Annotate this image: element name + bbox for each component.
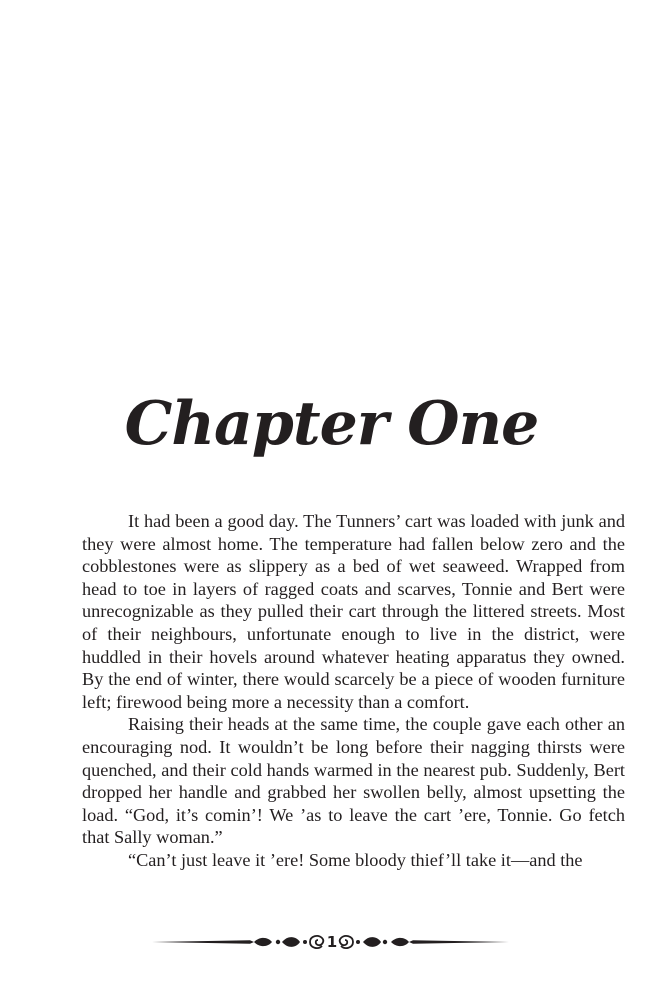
chapter-title: Chapter One <box>124 389 539 459</box>
body-text <box>82 510 625 872</box>
paragraph: Raising their heads at the same time, the couple gave each other an encouraging nod. It wouldn’t be long before their nagging thirsts were quenched, and their cold hands warmed in the nearest pub. Suddenly, Bert dropped her handle and grabbed her swollen belly, almost upsetting the load. “God, it’s comin’! We ’as to leave the cart ’ere, Tonnie. Go fetch that Sally woman.” <box>82 714 625 848</box>
paragraph: It had been a good day. The Tunners’ cart was loaded with junk and they were almost home. The temperature had fallen below zero and the cobblestones were as slippery as a bed of wet seaweed. Wrapped from head to toe in layers of ragged coats and scarves, Tonnie and Bert were unrecognizable as they pulled their cart through the littered streets. Most of their neighbours, unfortunate enough to live in the district, were huddled in their hovels around whatever heating apparatus they owned. By the end of winter, there would scarcely be a piece of wooden furniture left; firewood being more a necessity than a comfort. <box>82 511 625 712</box>
page-number: 1 <box>326 933 338 951</box>
paragraph: “Can’t just leave it ’ere! Some bloody thief’ll take it—and the <box>128 849 583 870</box>
